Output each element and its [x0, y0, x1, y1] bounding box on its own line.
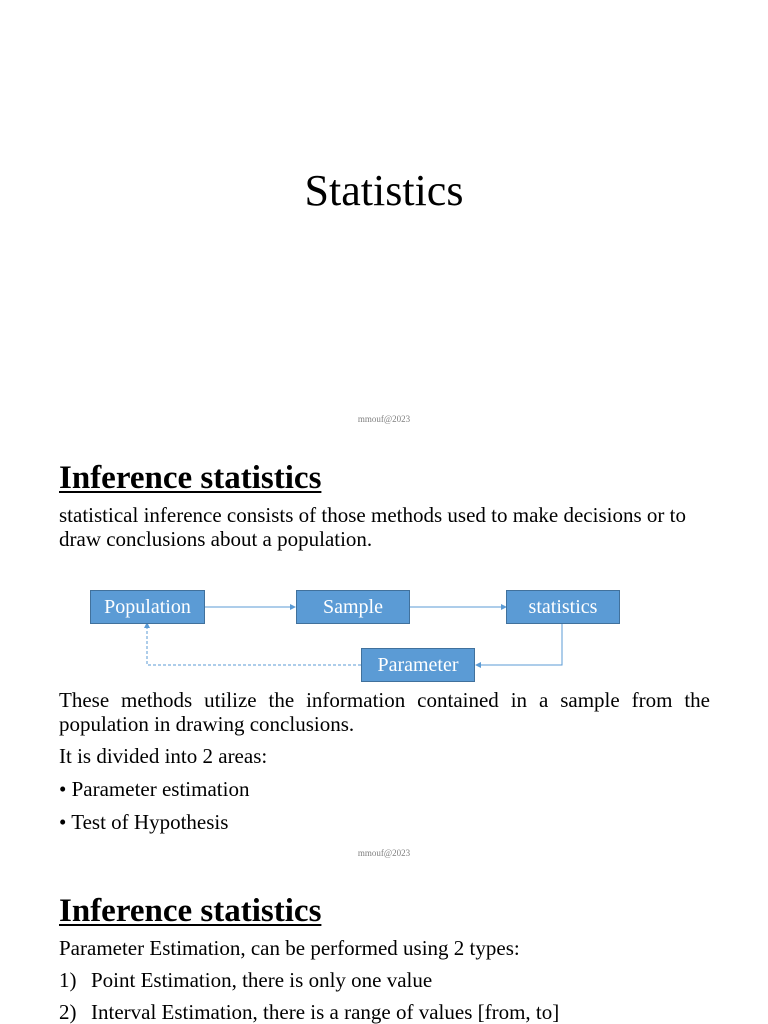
list-item-point-estimation [59, 968, 432, 992]
list-item-text: Point Estimation, there is only one value [91, 968, 433, 992]
diagram-box-sample: Sample [296, 590, 410, 624]
slide-heading: Inference statistics [59, 893, 322, 929]
slide-heading: Inference statistics [59, 460, 322, 496]
intro-paragraph: Parameter Estimation, can be performed using 2 types: [59, 936, 520, 960]
diagram-box-statistics: statistics [506, 590, 620, 624]
list-item-number: 2) [59, 1000, 77, 1024]
slide-title [0, 0, 768, 433]
list-item-interval-estimation [59, 1000, 559, 1024]
list-item-number: 1) [59, 968, 77, 992]
bullet-test-of-hypothesis: • Test of Hypothesis [59, 810, 229, 834]
arrow-parameter-to-population [147, 623, 361, 665]
slide-title-text: Statistics [304, 166, 464, 215]
divided-text: It is divided into 2 areas: [59, 744, 268, 768]
slide-parameter-estimation [0, 866, 768, 1024]
list-item-text: Interval Estimation, there is a range of values [from, to] [91, 1000, 560, 1024]
arrow-statistics-to-parameter [476, 623, 562, 665]
slide-footer: mmouf@2023 [357, 414, 411, 424]
slide-inference-overview [0, 433, 768, 866]
diagram-box-population: Population [90, 590, 205, 624]
methods-paragraph: These methods utilize the information contained in a sample from the population in drawing conclusions. [59, 688, 710, 736]
bullet-parameter-estimation: • Parameter estimation [59, 777, 250, 801]
diagram-box-parameter: Parameter [361, 648, 475, 682]
intro-paragraph: statistical inference consists of those methods used to make decisions or to draw conclusions about a population. [59, 503, 686, 551]
slide-footer: mmouf@2023 [357, 848, 411, 858]
